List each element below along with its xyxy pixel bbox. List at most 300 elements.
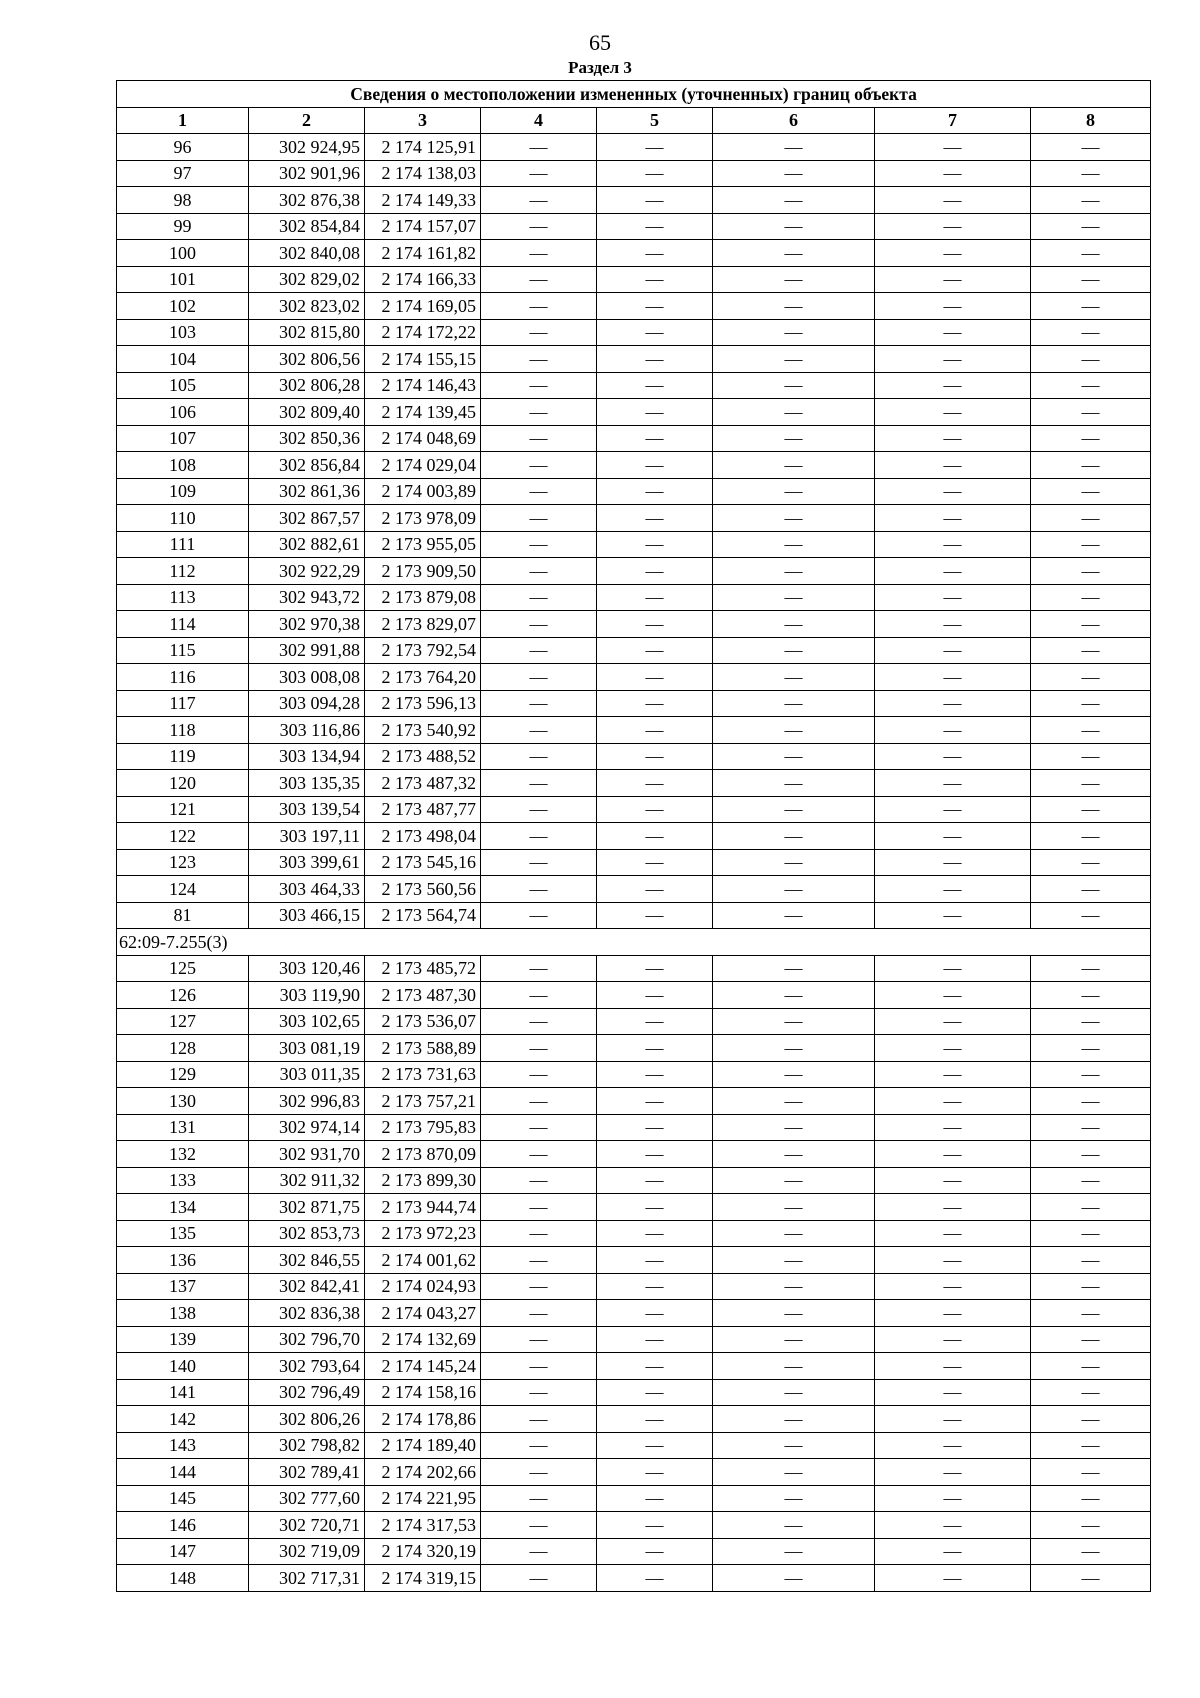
x-coordinate-cell: 303 399,61 [249, 849, 365, 876]
group-label: 62:09-7.255(3) [117, 929, 1151, 956]
point-number-cell: 111 [117, 531, 249, 558]
empty-value-cell: — [875, 1008, 1031, 1035]
table-row [117, 399, 1151, 426]
group-row [117, 929, 1151, 956]
point-number-cell: 140 [117, 1353, 249, 1380]
empty-value-cell: — [713, 796, 875, 823]
empty-value-cell: — [481, 1326, 597, 1353]
empty-value-cell: — [875, 399, 1031, 426]
table-row [117, 478, 1151, 505]
empty-value-cell: — [713, 1459, 875, 1486]
empty-value-cell: — [875, 1432, 1031, 1459]
point-number-cell: 98 [117, 187, 249, 214]
empty-value-cell: — [597, 425, 713, 452]
y-coordinate-cell: 2 174 146,43 [365, 372, 481, 399]
empty-value-cell: — [1031, 399, 1151, 426]
point-number-cell: 106 [117, 399, 249, 426]
empty-value-cell: — [713, 293, 875, 320]
empty-value-cell: — [1031, 1273, 1151, 1300]
empty-value-cell: — [481, 1061, 597, 1088]
empty-value-cell: — [597, 1194, 713, 1221]
empty-value-cell: — [1031, 1247, 1151, 1274]
point-number-cell: 81 [117, 902, 249, 929]
table-row [117, 796, 1151, 823]
empty-value-cell: — [481, 1035, 597, 1062]
x-coordinate-cell: 302 922,29 [249, 558, 365, 585]
empty-value-cell: — [1031, 637, 1151, 664]
empty-value-cell: — [875, 478, 1031, 505]
empty-value-cell: — [1031, 955, 1151, 982]
table-row [117, 1379, 1151, 1406]
point-number-cell: 127 [117, 1008, 249, 1035]
table-row [117, 346, 1151, 373]
point-number-cell: 107 [117, 425, 249, 452]
empty-value-cell: — [713, 425, 875, 452]
y-coordinate-cell: 2 173 540,92 [365, 717, 481, 744]
x-coordinate-cell: 302 809,40 [249, 399, 365, 426]
empty-value-cell: — [875, 796, 1031, 823]
empty-value-cell: — [713, 240, 875, 267]
x-coordinate-cell: 302 931,70 [249, 1141, 365, 1168]
table-row [117, 876, 1151, 903]
empty-value-cell: — [1031, 796, 1151, 823]
table-row [117, 955, 1151, 982]
empty-value-cell: — [1031, 717, 1151, 744]
empty-value-cell: — [875, 372, 1031, 399]
empty-value-cell: — [597, 1406, 713, 1433]
x-coordinate-cell: 303 011,35 [249, 1061, 365, 1088]
empty-value-cell: — [597, 346, 713, 373]
table-row [117, 187, 1151, 214]
x-coordinate-cell: 302 815,80 [249, 319, 365, 346]
table-row [117, 664, 1151, 691]
empty-value-cell: — [713, 266, 875, 293]
empty-value-cell: — [1031, 1432, 1151, 1459]
empty-value-cell: — [597, 1432, 713, 1459]
table-row [117, 1141, 1151, 1168]
empty-value-cell: — [875, 637, 1031, 664]
empty-value-cell: — [597, 1353, 713, 1380]
empty-value-cell: — [481, 876, 597, 903]
empty-value-cell: — [713, 584, 875, 611]
empty-value-cell: — [875, 664, 1031, 691]
y-coordinate-cell: 2 174 320,19 [365, 1538, 481, 1565]
y-coordinate-cell: 2 173 487,30 [365, 982, 481, 1009]
empty-value-cell: — [713, 690, 875, 717]
table-row [117, 505, 1151, 532]
empty-value-cell: — [597, 1326, 713, 1353]
empty-value-cell: — [597, 187, 713, 214]
empty-value-cell: — [875, 293, 1031, 320]
column-number: 2 [249, 107, 365, 134]
table-row [117, 1008, 1151, 1035]
empty-value-cell: — [713, 531, 875, 558]
y-coordinate-cell: 2 174 132,69 [365, 1326, 481, 1353]
table-row [117, 1459, 1151, 1486]
empty-value-cell: — [481, 1167, 597, 1194]
x-coordinate-cell: 303 135,35 [249, 770, 365, 797]
point-number-cell: 124 [117, 876, 249, 903]
empty-value-cell: — [481, 1247, 597, 1274]
table-row [117, 134, 1151, 161]
empty-value-cell: — [597, 1538, 713, 1565]
empty-value-cell: — [597, 1379, 713, 1406]
empty-value-cell: — [1031, 823, 1151, 850]
empty-value-cell: — [597, 955, 713, 982]
point-number-cell: 100 [117, 240, 249, 267]
empty-value-cell: — [1031, 1114, 1151, 1141]
column-number: 8 [1031, 107, 1151, 134]
empty-value-cell: — [597, 1300, 713, 1327]
table-row [117, 1512, 1151, 1539]
empty-value-cell: — [481, 1379, 597, 1406]
x-coordinate-cell: 302 796,70 [249, 1326, 365, 1353]
point-number-cell: 126 [117, 982, 249, 1009]
empty-value-cell: — [875, 1114, 1031, 1141]
table-row [117, 823, 1151, 850]
table-row [117, 531, 1151, 558]
point-number-cell: 131 [117, 1114, 249, 1141]
empty-value-cell: — [481, 372, 597, 399]
point-number-cell: 148 [117, 1565, 249, 1592]
empty-value-cell: — [713, 1300, 875, 1327]
empty-value-cell: — [481, 1300, 597, 1327]
empty-value-cell: — [597, 1459, 713, 1486]
empty-value-cell: — [597, 982, 713, 1009]
empty-value-cell: — [481, 1432, 597, 1459]
point-number-cell: 129 [117, 1061, 249, 1088]
y-coordinate-cell: 2 174 048,69 [365, 425, 481, 452]
empty-value-cell: — [597, 611, 713, 638]
empty-value-cell: — [1031, 425, 1151, 452]
empty-value-cell: — [597, 1114, 713, 1141]
column-number: 1 [117, 107, 249, 134]
y-coordinate-cell: 2 173 487,77 [365, 796, 481, 823]
empty-value-cell: — [875, 425, 1031, 452]
empty-value-cell: — [481, 187, 597, 214]
x-coordinate-cell: 302 850,36 [249, 425, 365, 452]
x-coordinate-cell: 303 116,86 [249, 717, 365, 744]
empty-value-cell: — [597, 1485, 713, 1512]
point-number-cell: 114 [117, 611, 249, 638]
table-row [117, 1194, 1151, 1221]
empty-value-cell: — [713, 1088, 875, 1115]
point-number-cell: 104 [117, 346, 249, 373]
empty-value-cell: — [713, 1167, 875, 1194]
empty-value-cell: — [481, 664, 597, 691]
empty-value-cell: — [875, 717, 1031, 744]
point-number-cell: 108 [117, 452, 249, 479]
empty-value-cell: — [1031, 1326, 1151, 1353]
y-coordinate-cell: 2 173 596,13 [365, 690, 481, 717]
empty-value-cell: — [481, 160, 597, 187]
empty-value-cell: — [875, 823, 1031, 850]
empty-value-cell: — [875, 1088, 1031, 1115]
empty-value-cell: — [713, 637, 875, 664]
x-coordinate-cell: 303 139,54 [249, 796, 365, 823]
empty-value-cell: — [597, 293, 713, 320]
empty-value-cell: — [1031, 1008, 1151, 1035]
x-coordinate-cell: 303 134,94 [249, 743, 365, 770]
empty-value-cell: — [597, 1088, 713, 1115]
empty-value-cell: — [713, 611, 875, 638]
empty-value-cell: — [481, 690, 597, 717]
empty-value-cell: — [713, 1061, 875, 1088]
empty-value-cell: — [481, 1406, 597, 1433]
y-coordinate-cell: 2 174 172,22 [365, 319, 481, 346]
empty-value-cell: — [481, 584, 597, 611]
point-number-cell: 103 [117, 319, 249, 346]
empty-value-cell: — [597, 452, 713, 479]
y-coordinate-cell: 2 174 001,62 [365, 1247, 481, 1274]
point-number-cell: 128 [117, 1035, 249, 1062]
empty-value-cell: — [481, 1088, 597, 1115]
empty-value-cell: — [481, 505, 597, 532]
empty-value-cell: — [713, 1406, 875, 1433]
table-row [117, 240, 1151, 267]
empty-value-cell: — [875, 743, 1031, 770]
empty-value-cell: — [875, 266, 1031, 293]
x-coordinate-cell: 302 789,41 [249, 1459, 365, 1486]
point-number-cell: 113 [117, 584, 249, 611]
empty-value-cell: — [481, 1459, 597, 1486]
table-row [117, 690, 1151, 717]
empty-value-cell: — [597, 213, 713, 240]
y-coordinate-cell: 2 174 024,93 [365, 1273, 481, 1300]
y-coordinate-cell: 2 173 564,74 [365, 902, 481, 929]
point-number-cell: 134 [117, 1194, 249, 1221]
empty-value-cell: — [1031, 346, 1151, 373]
point-number-cell: 137 [117, 1273, 249, 1300]
y-coordinate-cell: 2 173 944,74 [365, 1194, 481, 1221]
table-row [117, 372, 1151, 399]
x-coordinate-cell: 302 806,26 [249, 1406, 365, 1433]
empty-value-cell: — [1031, 160, 1151, 187]
boundary-coordinates-table [116, 80, 1151, 1592]
empty-value-cell: — [1031, 1538, 1151, 1565]
y-coordinate-cell: 2 173 488,52 [365, 743, 481, 770]
empty-value-cell: — [1031, 876, 1151, 903]
empty-value-cell: — [875, 1141, 1031, 1168]
point-number-cell: 109 [117, 478, 249, 505]
y-coordinate-cell: 2 174 169,05 [365, 293, 481, 320]
empty-value-cell: — [597, 478, 713, 505]
y-coordinate-cell: 2 173 757,21 [365, 1088, 481, 1115]
x-coordinate-cell: 302 777,60 [249, 1485, 365, 1512]
empty-value-cell: — [875, 690, 1031, 717]
empty-value-cell: — [713, 187, 875, 214]
page-number: 65 [589, 30, 611, 55]
empty-value-cell: — [875, 849, 1031, 876]
empty-value-cell: — [875, 1512, 1031, 1539]
empty-value-cell: — [597, 1220, 713, 1247]
table-row [117, 1432, 1151, 1459]
empty-value-cell: — [1031, 187, 1151, 214]
empty-value-cell: — [1031, 1220, 1151, 1247]
y-coordinate-cell: 2 173 792,54 [365, 637, 481, 664]
empty-value-cell: — [875, 1406, 1031, 1433]
empty-value-cell: — [481, 770, 597, 797]
table-row [117, 611, 1151, 638]
empty-value-cell: — [597, 664, 713, 691]
empty-value-cell: — [713, 955, 875, 982]
empty-value-cell: — [875, 1379, 1031, 1406]
empty-value-cell: — [597, 1061, 713, 1088]
point-number-cell: 115 [117, 637, 249, 664]
empty-value-cell: — [713, 1220, 875, 1247]
empty-value-cell: — [713, 505, 875, 532]
empty-value-cell: — [875, 1247, 1031, 1274]
table-caption: Сведения о местоположении измененных (уточненных) границ объекта [117, 81, 1151, 108]
x-coordinate-cell: 302 911,32 [249, 1167, 365, 1194]
empty-value-cell: — [597, 1512, 713, 1539]
empty-value-cell: — [875, 611, 1031, 638]
x-coordinate-cell: 302 717,31 [249, 1565, 365, 1592]
empty-value-cell: — [1031, 372, 1151, 399]
column-number: 3 [365, 107, 481, 134]
table-row [117, 1247, 1151, 1274]
empty-value-cell: — [597, 1167, 713, 1194]
empty-value-cell: — [713, 134, 875, 161]
y-coordinate-cell: 2 173 795,83 [365, 1114, 481, 1141]
empty-value-cell: — [875, 213, 1031, 240]
empty-value-cell: — [597, 372, 713, 399]
y-coordinate-cell: 2 173 487,32 [365, 770, 481, 797]
empty-value-cell: — [1031, 134, 1151, 161]
table-row [117, 770, 1151, 797]
y-coordinate-cell: 2 174 202,66 [365, 1459, 481, 1486]
empty-value-cell: — [875, 346, 1031, 373]
empty-value-cell: — [1031, 1485, 1151, 1512]
table-row [117, 1167, 1151, 1194]
table-body [117, 134, 1151, 1592]
table-row [117, 902, 1151, 929]
empty-value-cell: — [481, 452, 597, 479]
x-coordinate-cell: 302 719,09 [249, 1538, 365, 1565]
table-row [117, 1485, 1151, 1512]
empty-value-cell: — [597, 902, 713, 929]
table-row [117, 1326, 1151, 1353]
empty-value-cell: — [1031, 213, 1151, 240]
empty-value-cell: — [713, 1353, 875, 1380]
empty-value-cell: — [481, 982, 597, 1009]
point-number-cell: 121 [117, 796, 249, 823]
empty-value-cell: — [875, 240, 1031, 267]
empty-value-cell: — [875, 160, 1031, 187]
empty-value-cell: — [713, 319, 875, 346]
empty-value-cell: — [597, 505, 713, 532]
empty-value-cell: — [481, 902, 597, 929]
column-number: 6 [713, 107, 875, 134]
x-coordinate-cell: 302 991,88 [249, 637, 365, 664]
empty-value-cell: — [875, 1459, 1031, 1486]
empty-value-cell: — [713, 1379, 875, 1406]
empty-value-cell: — [713, 478, 875, 505]
x-coordinate-cell: 302 846,55 [249, 1247, 365, 1274]
empty-value-cell: — [1031, 849, 1151, 876]
y-coordinate-cell: 2 173 978,09 [365, 505, 481, 532]
table-row [117, 1565, 1151, 1592]
table-row [117, 1220, 1151, 1247]
empty-value-cell: — [481, 134, 597, 161]
table-row [117, 160, 1151, 187]
table-row [117, 584, 1151, 611]
empty-value-cell: — [1031, 770, 1151, 797]
empty-value-cell: — [713, 1114, 875, 1141]
empty-value-cell: — [597, 876, 713, 903]
y-coordinate-cell: 2 174 139,45 [365, 399, 481, 426]
x-coordinate-cell: 302 943,72 [249, 584, 365, 611]
x-coordinate-cell: 302 806,28 [249, 372, 365, 399]
y-coordinate-cell: 2 174 178,86 [365, 1406, 481, 1433]
empty-value-cell: — [713, 664, 875, 691]
x-coordinate-cell: 302 840,08 [249, 240, 365, 267]
table-row [117, 1538, 1151, 1565]
empty-value-cell: — [481, 1273, 597, 1300]
empty-value-cell: — [481, 1114, 597, 1141]
column-number: 4 [481, 107, 597, 134]
point-number-cell: 147 [117, 1538, 249, 1565]
empty-value-cell: — [875, 134, 1031, 161]
empty-value-cell: — [875, 1565, 1031, 1592]
x-coordinate-cell: 302 806,56 [249, 346, 365, 373]
empty-value-cell: — [1031, 982, 1151, 1009]
empty-value-cell: — [875, 1061, 1031, 1088]
empty-value-cell: — [1031, 1512, 1151, 1539]
x-coordinate-cell: 302 876,38 [249, 187, 365, 214]
y-coordinate-cell: 2 174 158,16 [365, 1379, 481, 1406]
table-row [117, 319, 1151, 346]
y-coordinate-cell: 2 173 536,07 [365, 1008, 481, 1035]
empty-value-cell: — [597, 531, 713, 558]
empty-value-cell: — [481, 1353, 597, 1380]
empty-value-cell: — [481, 319, 597, 346]
empty-value-cell: — [875, 955, 1031, 982]
empty-value-cell: — [481, 213, 597, 240]
empty-value-cell: — [597, 770, 713, 797]
y-coordinate-cell: 2 173 909,50 [365, 558, 481, 585]
x-coordinate-cell: 302 996,83 [249, 1088, 365, 1115]
x-coordinate-cell: 302 970,38 [249, 611, 365, 638]
empty-value-cell: — [1031, 319, 1151, 346]
table-row [117, 452, 1151, 479]
empty-value-cell: — [481, 346, 597, 373]
x-coordinate-cell: 302 798,82 [249, 1432, 365, 1459]
point-number-cell: 118 [117, 717, 249, 744]
empty-value-cell: — [481, 1008, 597, 1035]
empty-value-cell: — [481, 240, 597, 267]
point-number-cell: 112 [117, 558, 249, 585]
y-coordinate-cell: 2 173 731,63 [365, 1061, 481, 1088]
table-row [117, 266, 1151, 293]
empty-value-cell: — [713, 770, 875, 797]
empty-value-cell: — [1031, 1088, 1151, 1115]
empty-value-cell: — [1031, 1300, 1151, 1327]
empty-value-cell: — [875, 452, 1031, 479]
empty-value-cell: — [713, 1194, 875, 1221]
empty-value-cell: — [481, 717, 597, 744]
empty-value-cell: — [875, 1485, 1031, 1512]
empty-value-cell: — [875, 1220, 1031, 1247]
table-row [117, 1406, 1151, 1433]
y-coordinate-cell: 2 174 157,07 [365, 213, 481, 240]
empty-value-cell: — [481, 399, 597, 426]
empty-value-cell: — [481, 293, 597, 320]
table-row [117, 1061, 1151, 1088]
point-number-cell: 119 [117, 743, 249, 770]
y-coordinate-cell: 2 174 043,27 [365, 1300, 481, 1327]
y-coordinate-cell: 2 173 899,30 [365, 1167, 481, 1194]
